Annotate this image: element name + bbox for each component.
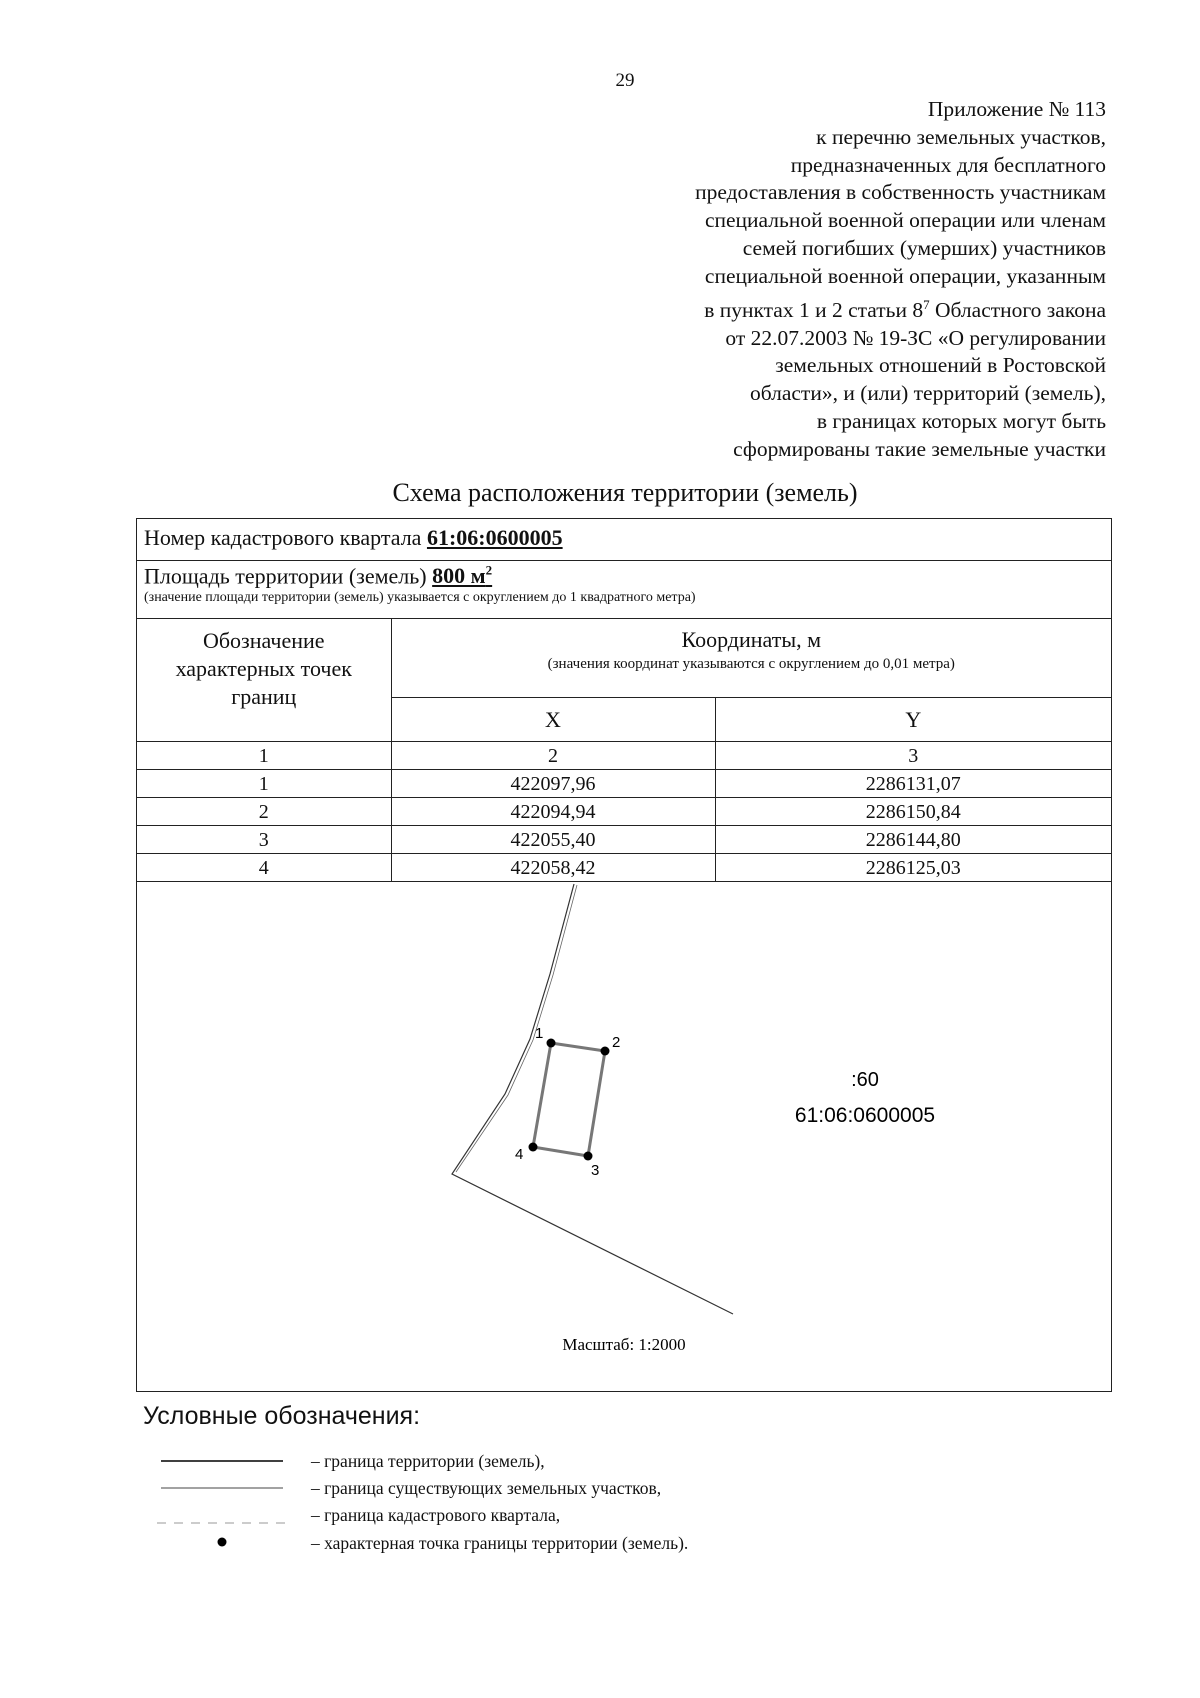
coordinates-table bbox=[137, 619, 1111, 882]
appendix-line: специальной военной операции или членам bbox=[704, 208, 1106, 233]
y-header: Y bbox=[715, 698, 1111, 742]
scheme-frame bbox=[136, 518, 1112, 1392]
existing-parcel-boundary-double bbox=[456, 885, 577, 1172]
column-number: 1 bbox=[137, 742, 391, 770]
appendix-line: Приложение № 113 bbox=[927, 97, 1106, 121]
coords-header bbox=[391, 619, 1111, 698]
table-row bbox=[137, 826, 1111, 854]
area-value-text: 800 м bbox=[432, 563, 486, 589]
column-number: 3 bbox=[715, 742, 1111, 770]
coords-note: (значения координат указываются с округлением до 0,01 метра) bbox=[547, 656, 955, 672]
boundary-point bbox=[547, 1039, 556, 1048]
appendix-line: области», и (или) территорий (земель), bbox=[749, 381, 1106, 406]
y-cell: 2286150,84 bbox=[715, 798, 1111, 826]
legend-item bbox=[155, 1504, 855, 1530]
cadastral-number: 61:06:0600005 bbox=[426, 525, 563, 550]
appendix-header bbox=[546, 96, 1106, 464]
x-header: X bbox=[391, 698, 715, 742]
appendix-line: к перечню земельных участков, bbox=[816, 124, 1106, 149]
legend-text: – характерная точка границы территории (земель). bbox=[311, 1533, 689, 1553]
point-label: 3 bbox=[591, 1162, 600, 1179]
legend-text: – граница существующих земельных участков, bbox=[311, 1478, 662, 1498]
y-cell: 2286131,07 bbox=[715, 770, 1111, 798]
table-row bbox=[137, 770, 1111, 798]
appendix-line-text: Областного закона bbox=[929, 297, 1106, 322]
cadastral-label: Номер кадастрового квартала bbox=[144, 525, 427, 550]
x-cell: 422094,94 bbox=[391, 798, 715, 826]
parcel-label: :60 bbox=[851, 1069, 879, 1091]
quarter-label: 61:06:0600005 bbox=[794, 1104, 936, 1127]
document-title: Схема расположения территории (земель) bbox=[392, 478, 858, 507]
area-label: Площадь территории (земель) bbox=[144, 563, 433, 589]
point-header bbox=[137, 619, 391, 742]
point-cell: 2 bbox=[137, 798, 391, 826]
y-cell: 2286144,80 bbox=[715, 826, 1111, 854]
point-header-line: границ bbox=[231, 684, 297, 709]
x-cell: 422055,40 bbox=[391, 826, 715, 854]
area-value bbox=[432, 563, 492, 588]
y-cell: 2286125,03 bbox=[715, 854, 1111, 882]
appendix-line-text: в пунктах 1 и 2 статьи 8 bbox=[704, 297, 924, 322]
scheme-map bbox=[137, 874, 1111, 1391]
existing-parcel-line-symbol bbox=[155, 1477, 285, 1503]
legend-item bbox=[155, 1477, 855, 1503]
appendix-line bbox=[546, 291, 1106, 325]
point-cell: 3 bbox=[137, 826, 391, 854]
coords-header-text: Координаты, м bbox=[681, 627, 822, 652]
cadastral-row bbox=[137, 519, 1111, 561]
point-label: 4 bbox=[515, 1146, 524, 1163]
page-number: 29 bbox=[615, 70, 635, 91]
existing-parcel-boundary bbox=[452, 884, 733, 1314]
point-label: 1 bbox=[535, 1025, 544, 1042]
appendix-line: земельных отношений в Ростовской bbox=[775, 353, 1106, 378]
legend-text: – граница кадастрового квартала, bbox=[311, 1505, 561, 1525]
point-cell: 4 bbox=[137, 854, 391, 882]
column-number-row bbox=[137, 742, 1111, 770]
column-number: 2 bbox=[391, 742, 715, 770]
boundary-point-symbol bbox=[155, 1532, 285, 1558]
legend-item bbox=[155, 1532, 855, 1558]
x-cell: 422058,42 bbox=[391, 854, 715, 882]
boundary-point bbox=[529, 1143, 538, 1152]
article-superscript: 7 bbox=[923, 296, 930, 312]
point-cell: 1 bbox=[137, 770, 391, 798]
territory-boundary bbox=[533, 1043, 605, 1156]
legend-title: Условные обозначения: bbox=[143, 1402, 421, 1430]
appendix-line: семей погибших (умерших) участников bbox=[742, 235, 1106, 260]
territory-line-symbol bbox=[155, 1450, 285, 1476]
legend-text: – граница территории (земель), bbox=[311, 1451, 545, 1471]
appendix-line: сформированы такие земельные участки bbox=[733, 436, 1106, 461]
appendix-line: в границах которых могут быть bbox=[816, 408, 1106, 433]
area-row bbox=[137, 561, 1111, 619]
table-row bbox=[137, 798, 1111, 826]
appendix-line: от 22.07.2003 № 19-ЗС «О регулировании bbox=[725, 325, 1106, 350]
scale-label: Масштаб: 1:2000 bbox=[562, 1335, 686, 1354]
point-label: 2 bbox=[612, 1034, 621, 1051]
appendix-line: предоставления в собственность участникам bbox=[695, 180, 1106, 205]
legend-item bbox=[155, 1450, 855, 1476]
area-note: (значение площади территории (земель) указывается с округлением до 1 квадратного метра) bbox=[144, 590, 696, 606]
boundary-point bbox=[601, 1047, 610, 1056]
appendix-line: специальной военной операции, указанным bbox=[704, 263, 1106, 288]
cadastral-quarter-line-symbol bbox=[155, 1504, 285, 1530]
boundary-point bbox=[584, 1152, 593, 1161]
x-cell: 422097,96 bbox=[391, 770, 715, 798]
appendix-line: предназначенных для бесплатного bbox=[790, 152, 1106, 177]
point-header-line: Обозначение bbox=[202, 628, 325, 653]
point-header-line: характерных точек bbox=[175, 656, 352, 681]
area-superscript: 2 bbox=[485, 563, 493, 578]
